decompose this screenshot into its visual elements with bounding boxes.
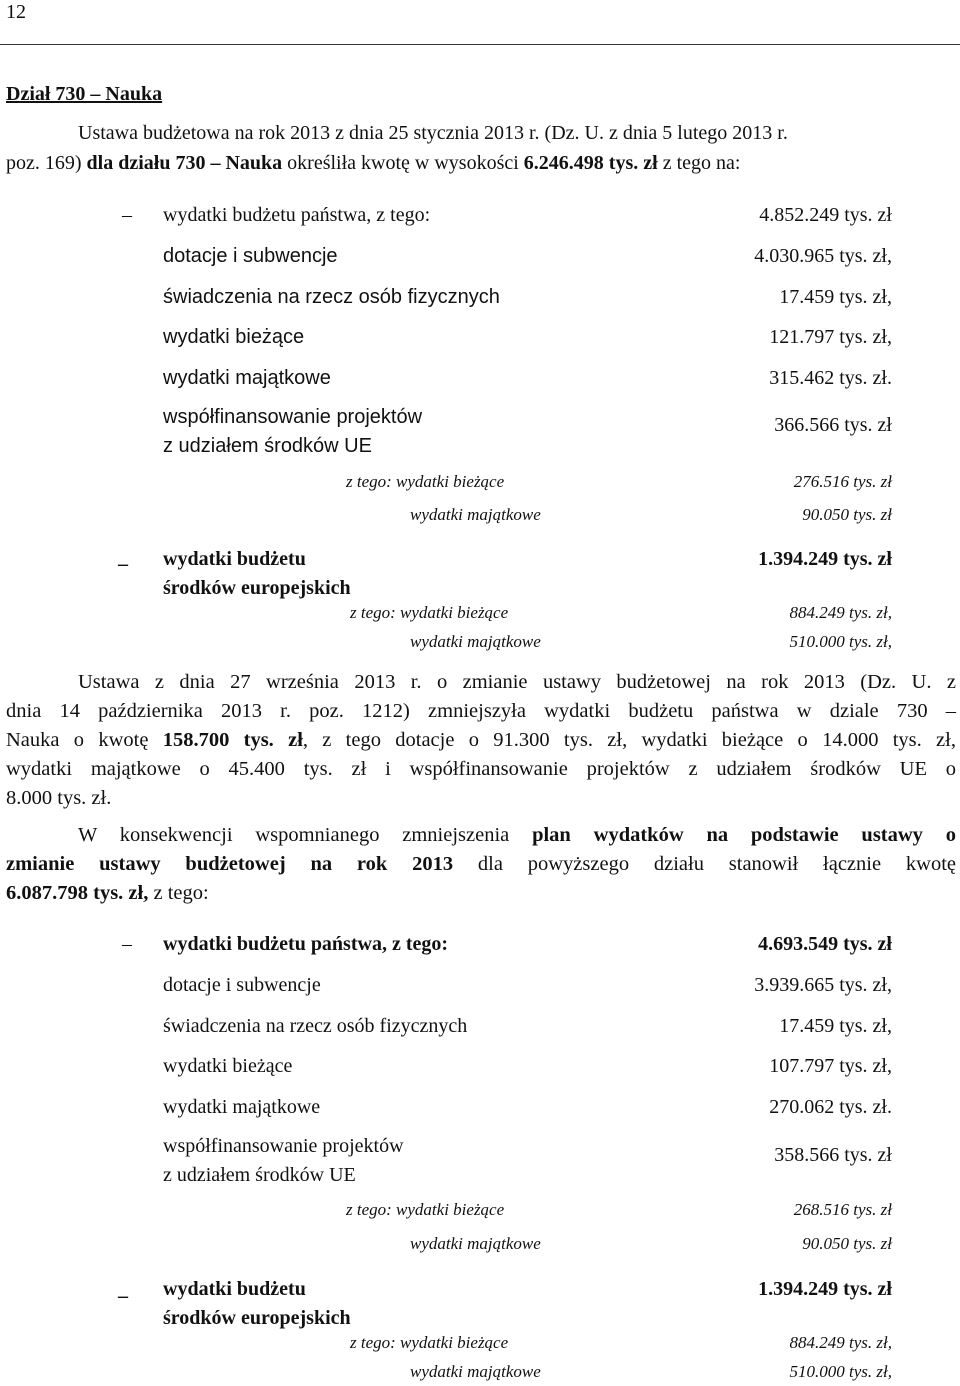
amendment-paragraph: [6, 668, 956, 813]
list-item-label: wydatki bieżące: [163, 326, 305, 348]
eu-dash: _: [118, 546, 128, 568]
list-item-value: 4.030.965 tys. zł,: [754, 245, 892, 267]
cofinancing-capital-value: 90.050 tys. zł: [802, 1234, 892, 1253]
cofinancing-value: 358.566 tys. zł: [774, 1144, 892, 1166]
page-number: 12: [6, 1, 26, 23]
list-item-value: 107.797 tys. zł,: [769, 1055, 892, 1077]
amendment-line: 8.000 tys. zł.: [6, 787, 112, 809]
amendment-text: , z tego dotacje o 91.300 tys. zł, wydatki bieżące o 14.000 tys. zł,: [302, 729, 956, 751]
amendment-line: Ustawa z dnia 27 września 2013 r. o zmianie ustawy budżetowej na rok 2013 (Dz. U. z: [78, 671, 956, 693]
list-item-value: 270.062 tys. zł.: [769, 1096, 892, 1118]
intro-text: określiła kwotę w wysokości: [282, 152, 524, 174]
list-item-label: dotacje i subwencje: [163, 245, 338, 267]
amendment-line: dnia 14 października 2013 r. poz. 1212) zmniejszyła wydatki budżetu państwa w dziale 730 –: [6, 700, 956, 722]
eu-dash: _: [118, 1278, 128, 1300]
list-item-value: 121.797 tys. zł,: [769, 326, 892, 348]
eu-current-value: 884.249 tys. zł,: [789, 1333, 892, 1352]
state-budget-value: 4.852.249 tys. zł: [759, 204, 892, 226]
eu-funds-label: środków europejskich: [163, 1307, 351, 1329]
cofinancing-current-value: 276.516 tys. zł: [793, 472, 892, 491]
amendment-amount-bold: 158.700 tys. zł: [162, 729, 303, 751]
list-item-value: 17.459 tys. zł,: [779, 286, 892, 308]
consequence-text: z tego:: [148, 882, 209, 904]
cofinancing-current-value: 268.516 tys. zł: [793, 1200, 892, 1219]
list-item-value: 17.459 tys. zł,: [779, 1015, 892, 1037]
eu-current-label: z tego: wydatki bieżące: [350, 603, 509, 622]
intro-line-1: Ustawa budżetowa na rok 2013 z dnia 25 stycznia 2013 r. (Dz. U. z dnia 5 lutego 2013 r.: [78, 122, 788, 144]
eu-capital-value: 510.000 tys. zł,: [789, 632, 892, 651]
cofinancing-value: 366.566 tys. zł: [774, 414, 892, 436]
cofinancing-current-label: z tego: wydatki bieżące: [346, 472, 505, 491]
state-budget-value: 4.693.549 tys. zł: [758, 933, 892, 955]
consequence-line: [6, 821, 956, 850]
intro-line-2: [6, 151, 740, 175]
list-item-label: świadczenia na rzecz osób fizycznych: [163, 286, 500, 308]
list-item-label: świadczenia na rzecz osób fizycznych: [163, 1015, 468, 1037]
list-item-label: wydatki bieżące: [163, 1055, 293, 1077]
eu-funds-label: środków europejskich: [163, 577, 351, 599]
consequence-bold: zmianie ustawy budżetowej na rok 2013: [6, 853, 454, 875]
list-dash: –: [122, 933, 132, 955]
amendment-text: Nauka o kwotę: [6, 729, 163, 751]
eu-current-value: 884.249 tys. zł,: [789, 603, 892, 622]
consequence-text: dla powyższego działu stanowił łącznie kwotę: [453, 853, 956, 875]
list-item-value: 315.462 tys. zł.: [769, 367, 892, 389]
list-dash: –: [122, 204, 132, 226]
eu-funds-value: 1.394.249 tys. zł: [758, 1278, 892, 1300]
cofinancing-label: współfinansowanie projektów: [163, 1135, 404, 1157]
eu-current-label: z tego: wydatki bieżące: [350, 1333, 509, 1352]
consequence-bold: plan wydatków na podstawie ustawy o: [532, 824, 956, 846]
eu-capital-value: 510.000 tys. zł,: [789, 1362, 892, 1381]
amendment-line: [6, 726, 956, 755]
cofinancing-current-label: z tego: wydatki bieżące: [346, 1200, 505, 1219]
cofinancing-label: z udziałem środków UE: [163, 1164, 356, 1186]
cofinancing-capital-value: 90.050 tys. zł: [802, 505, 892, 524]
consequence-total-bold: 6.087.798 tys. zł,: [6, 882, 149, 904]
header-rule: [0, 44, 960, 45]
intro-text: poz. 169): [6, 152, 87, 174]
state-budget-label: wydatki budżetu państwa, z tego:: [163, 933, 449, 955]
list-item-label: wydatki majątkowe: [163, 1096, 321, 1118]
list-item-label: wydatki majątkowe: [163, 367, 331, 389]
eu-capital-label: wydatki majątkowe: [410, 1362, 541, 1381]
intro-amount-bold: 6.246.498 tys. zł: [523, 152, 658, 174]
cofinancing-label: z udziałem środków UE: [163, 435, 372, 457]
consequence-line: [6, 850, 956, 879]
consequence-text: W konsekwencji wspomnianego zmniejszenia: [78, 824, 533, 846]
eu-funds-value: 1.394.249 tys. zł: [758, 548, 892, 570]
amendment-line: wydatki majątkowe o 45.400 tys. zł i współfinansowanie projektów z udziałem środków UE o: [6, 758, 956, 780]
cofinancing-capital-label: wydatki majątkowe: [410, 1234, 541, 1253]
cofinancing-label: współfinansowanie projektów: [163, 406, 423, 428]
eu-funds-label: wydatki budżetu: [163, 1278, 306, 1300]
list-item-value: 3.939.665 tys. zł,: [754, 974, 892, 996]
section-heading: Dział 730 – Nauka: [6, 83, 163, 105]
eu-capital-label: wydatki majątkowe: [410, 632, 541, 651]
consequence-line: [6, 879, 956, 908]
state-budget-label: wydatki budżetu państwa, z tego:: [163, 204, 431, 226]
intro-section-bold: dla działu 730 – Nauka: [86, 152, 283, 174]
intro-text: z tego na:: [657, 152, 741, 174]
cofinancing-capital-label: wydatki majątkowe: [410, 505, 541, 524]
consequence-paragraph: [6, 821, 956, 908]
eu-funds-label: wydatki budżetu: [163, 548, 306, 570]
list-item-label: dotacje i subwencje: [163, 974, 321, 996]
